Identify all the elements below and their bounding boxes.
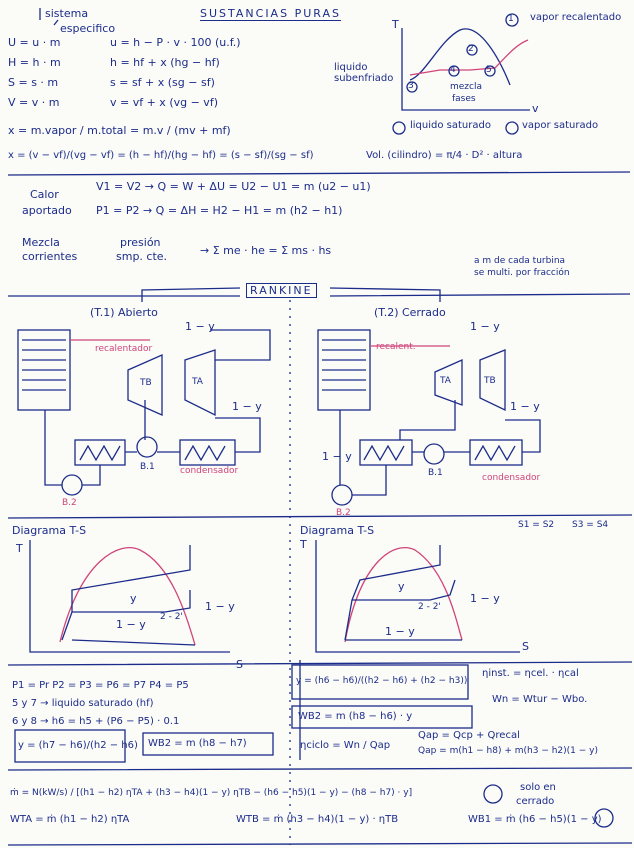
eq-wb1: WB1 = ṁ (h6 − h5)(1 − y) <box>468 814 602 825</box>
open-b1: B.1 <box>140 462 155 472</box>
tv-vap-sat: vapor saturado <box>522 120 599 131</box>
page-title: SUSTANCIAS PURAS <box>200 7 341 20</box>
ts-closed-y: y <box>398 580 405 593</box>
label-especifico: especifico <box>60 22 116 35</box>
eq-qap-2: Qap = m(h1 − h8) + m(h3 − h2)(1 − y) <box>418 746 598 756</box>
open-ta: TA <box>192 377 203 387</box>
closed-cycle-title: (T.2) Cerrado <box>374 306 446 319</box>
tv-dome <box>410 29 510 85</box>
prop-3-left: V = v · m <box>8 96 60 109</box>
tv-n5: 5 <box>486 65 492 75</box>
tv-n4: 4 <box>450 65 456 75</box>
mix-label-2: corrientes <box>22 250 78 263</box>
tv-n2: 2 <box>468 44 474 54</box>
eq-mdot: ṁ = N(kW/s) / [(h1 − h2) ηTA + (h3 − h4)(1 − y) ηTB − (h6 − h5)(1 − y) − (h8 − h7) · y] <box>10 788 413 798</box>
open-b2: B.2 <box>62 498 77 508</box>
ts-open-22: 2 - 2' <box>160 612 183 622</box>
eq-wb2-open: WB2 = m (h8 − h7) <box>148 738 247 749</box>
ts-closed-T: T <box>300 538 307 551</box>
tv-vapor-rec: vapor recalentado <box>530 12 622 23</box>
closed-tb: TB <box>484 376 496 386</box>
note-solo: solo en <box>520 782 556 793</box>
heat-label-2: aportado <box>22 204 72 217</box>
tv-mezcla: mezcla <box>450 82 482 92</box>
eq-6y8: 6 y 8 → h6 = h5 + (P6 − P5) · 0.1 <box>12 716 180 727</box>
ts-open-oney-r: 1 − y <box>205 600 235 613</box>
eq-eta: ηinst. = ηcel. · ηcal <box>482 668 579 679</box>
quality-eq-2: x = (v − vf)/(vg − vf) = (h − hf)/(hg − hf) = (s − sf)/(sg − sf) <box>8 150 314 161</box>
note-1: a m de cada turbina <box>474 256 566 266</box>
open-cond: condensador <box>180 466 239 476</box>
ts-open-T: T <box>16 542 23 555</box>
note-cerrado: cerrado <box>516 796 555 807</box>
open-recal: recalentador <box>95 344 153 354</box>
ts-closed-22: 2 - 2' <box>418 602 441 612</box>
tv-liq-sub: liquido subenfriado <box>334 62 394 84</box>
prop-0-left: U = u · m <box>8 36 61 49</box>
heat-eq-2: P1 = P2 → Q = ΔH = H2 − H1 = m (h2 − h1) <box>96 204 343 217</box>
closed-oney-right: 1 − y <box>510 400 540 413</box>
tv-fases: fases <box>452 94 476 104</box>
eq-y-closed: y = (h6 − h6)/((h2 − h6) + (h2 − h3)) <box>296 676 468 686</box>
open-tb: TB <box>140 378 152 388</box>
eq-rendimiento: ηciclo = Wn / Qap <box>300 740 391 751</box>
ts-open-title: Diagrama T-S <box>12 524 87 537</box>
eq-wtb: WTB = ṁ (h3 − h4)(1 − y) · ηTB <box>236 814 399 825</box>
tv-vol: Vol. (cilindro) = π/4 · D² · altura <box>366 150 523 161</box>
rankine-title: RANKINE <box>246 283 317 298</box>
closed-b1: B.1 <box>428 468 443 478</box>
open-cycle-title: (T.1) Abierto <box>90 306 158 319</box>
tv-n1: 1 <box>508 14 514 24</box>
heat-eq-1: V1 = V2 → Q = W + ΔU = U2 − U1 = m (u2 − u1) <box>96 180 371 193</box>
tv-liq-sat: liquido saturado <box>410 120 491 131</box>
especifico-arrow <box>54 20 58 25</box>
prop-2-left: S = s · m <box>8 76 59 89</box>
closed-oney-left: 1 − y <box>322 450 352 463</box>
eq-wn: Wn = Wtur − Wbo. <box>492 694 588 705</box>
label-sistema: sistema <box>45 7 89 20</box>
tv-n3: 3 <box>408 81 414 91</box>
mix-cond-1: presión <box>120 236 161 249</box>
eq-wta: WTA = ṁ (h1 − h2) ηTA <box>10 814 130 825</box>
prop-0-right: u = h − P · v · 100 (u.f.) <box>110 36 241 49</box>
ts-eq-s: S1 = S2 <box>518 520 555 530</box>
closed-recal: recalent. <box>376 342 416 352</box>
ts-closed-oney: 1 − y <box>385 625 415 638</box>
prop-1-right: h = hf + x (hg − hf) <box>110 56 220 69</box>
mix-cond-2: smp. cte. <box>116 250 168 263</box>
open-oney-right: 1 − y <box>232 400 262 413</box>
tv-axis-v: v <box>532 102 539 115</box>
closed-oney-top: 1 − y <box>470 320 500 333</box>
prop-1-left: H = h · m <box>8 56 61 69</box>
ts-closed-title: Diagrama T-S <box>300 524 375 537</box>
tv-axis-T: T <box>392 18 399 31</box>
mix-label-1: Mezcla <box>22 236 60 249</box>
ts-open-oney: 1 − y <box>116 618 146 631</box>
ts-closed-S: S <box>522 640 529 653</box>
ts-open-y: y <box>130 592 137 605</box>
ts-closed-oney-r: 1 − y <box>470 592 500 605</box>
heat-label-1: Calor <box>30 188 59 201</box>
prop-3-right: v = vf + x (vg − vf) <box>110 96 218 109</box>
closed-b2: B.2 <box>336 508 351 518</box>
eq-5y7: 5 y 7 → liquido saturado (hf) <box>12 698 154 709</box>
ts-open-S: S <box>236 658 243 671</box>
eq-pressures: P1 = Pr P2 = P3 = P6 = P7 P4 = P5 <box>12 680 189 691</box>
eq-wb2-closed: WB2 = m (h8 − h6) · y <box>298 711 413 722</box>
eq-qap: Qap = Qcp + Qrecal <box>418 730 520 741</box>
closed-cond: condensador <box>482 473 541 483</box>
closed-ta: TA <box>440 376 451 386</box>
prop-2-right: s = sf + x (sg − sf) <box>110 76 215 89</box>
mix-eq: → Σ me · he = Σ ms · hs <box>200 244 332 257</box>
eq-y-open: y = (h7 − h6)/(h2 − h6) <box>18 740 138 751</box>
open-oney-top: 1 − y <box>185 320 215 333</box>
quality-eq-1: x = m.vapor / m.total = m.v / (mv + mf) <box>8 124 231 137</box>
note-2: se multi. por fracción <box>474 268 570 278</box>
ts-eq-s2: S3 = S4 <box>572 520 609 530</box>
